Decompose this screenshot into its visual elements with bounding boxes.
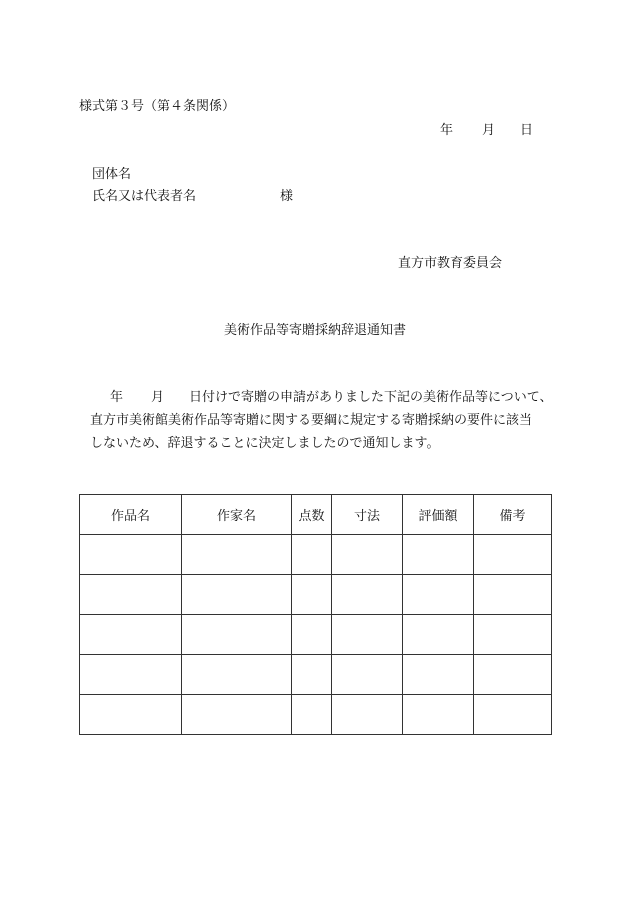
body-month-label: 月 — [151, 390, 165, 405]
table-cell[interactable] — [80, 575, 182, 615]
table-cell[interactable] — [332, 695, 403, 735]
table-cell[interactable] — [292, 615, 332, 655]
header-dimensions: 寸法 — [332, 495, 403, 535]
table-cell[interactable] — [332, 655, 403, 695]
table-row — [80, 535, 552, 575]
table-cell[interactable] — [182, 575, 292, 615]
table-cell[interactable] — [403, 615, 474, 655]
recipient-organization-label: 団体名 — [92, 167, 132, 182]
date-day-label: 日 — [520, 123, 534, 138]
date-month-label: 月 — [482, 123, 496, 138]
table-cell[interactable] — [474, 575, 552, 615]
table-row — [80, 615, 552, 655]
body-line-1-text: 日付けで寄贈の申請がありました下記の美術作品等について、 — [189, 390, 553, 405]
table-cell[interactable] — [332, 535, 403, 575]
table-cell[interactable] — [182, 655, 292, 695]
table-header-row — [80, 495, 552, 535]
table-cell[interactable] — [80, 655, 182, 695]
table-cell[interactable] — [80, 615, 182, 655]
table-cell[interactable] — [474, 535, 552, 575]
recipient-name-label: 氏名又は代表者名 — [92, 189, 197, 204]
table-cell[interactable] — [403, 695, 474, 735]
table-cell[interactable] — [292, 575, 332, 615]
body-paragraph — [90, 386, 560, 455]
table-row — [80, 655, 552, 695]
body-line-1 — [90, 386, 560, 409]
table-cell[interactable] — [332, 615, 403, 655]
recipient-honorific: 様 — [280, 189, 294, 204]
table-cell[interactable] — [292, 655, 332, 695]
date-line — [440, 123, 533, 139]
header-artwork-name: 作品名 — [80, 495, 182, 535]
header-appraised-value: 評価額 — [403, 495, 474, 535]
header-artist-name: 作家名 — [182, 495, 292, 535]
table-cell[interactable] — [474, 615, 552, 655]
table-cell[interactable] — [182, 695, 292, 735]
body-year-label: 年 — [110, 390, 124, 405]
table-cell[interactable] — [474, 695, 552, 735]
issuer-name: 直方市教育委員会 — [398, 256, 503, 271]
table-cell[interactable] — [474, 655, 552, 695]
table-cell[interactable] — [332, 575, 403, 615]
table-cell[interactable] — [292, 535, 332, 575]
table-row — [80, 695, 552, 735]
table-row — [80, 575, 552, 615]
body-line-3: しないため、辞退することに決定しましたので通知します。 — [90, 436, 440, 451]
table-cell[interactable] — [80, 535, 182, 575]
table-cell[interactable] — [403, 655, 474, 695]
artworks-table — [79, 494, 552, 735]
form-number: 様式第３号（第４条関係） — [79, 99, 236, 114]
document-title: 美術作品等寄贈採納辞退通知書 — [223, 323, 406, 338]
table-cell[interactable] — [80, 695, 182, 735]
table-cell[interactable] — [403, 575, 474, 615]
date-year-label: 年 — [440, 123, 454, 138]
body-line-2: 直方市美術館美術作品等寄贈に関する要綱に規定する寄贈採納の要件に該当 — [90, 413, 533, 428]
header-quantity: 点数 — [292, 495, 332, 535]
header-remarks: 備考 — [474, 495, 552, 535]
table-cell[interactable] — [182, 615, 292, 655]
table-cell[interactable] — [292, 695, 332, 735]
table-cell[interactable] — [182, 535, 292, 575]
table-cell[interactable] — [403, 535, 474, 575]
